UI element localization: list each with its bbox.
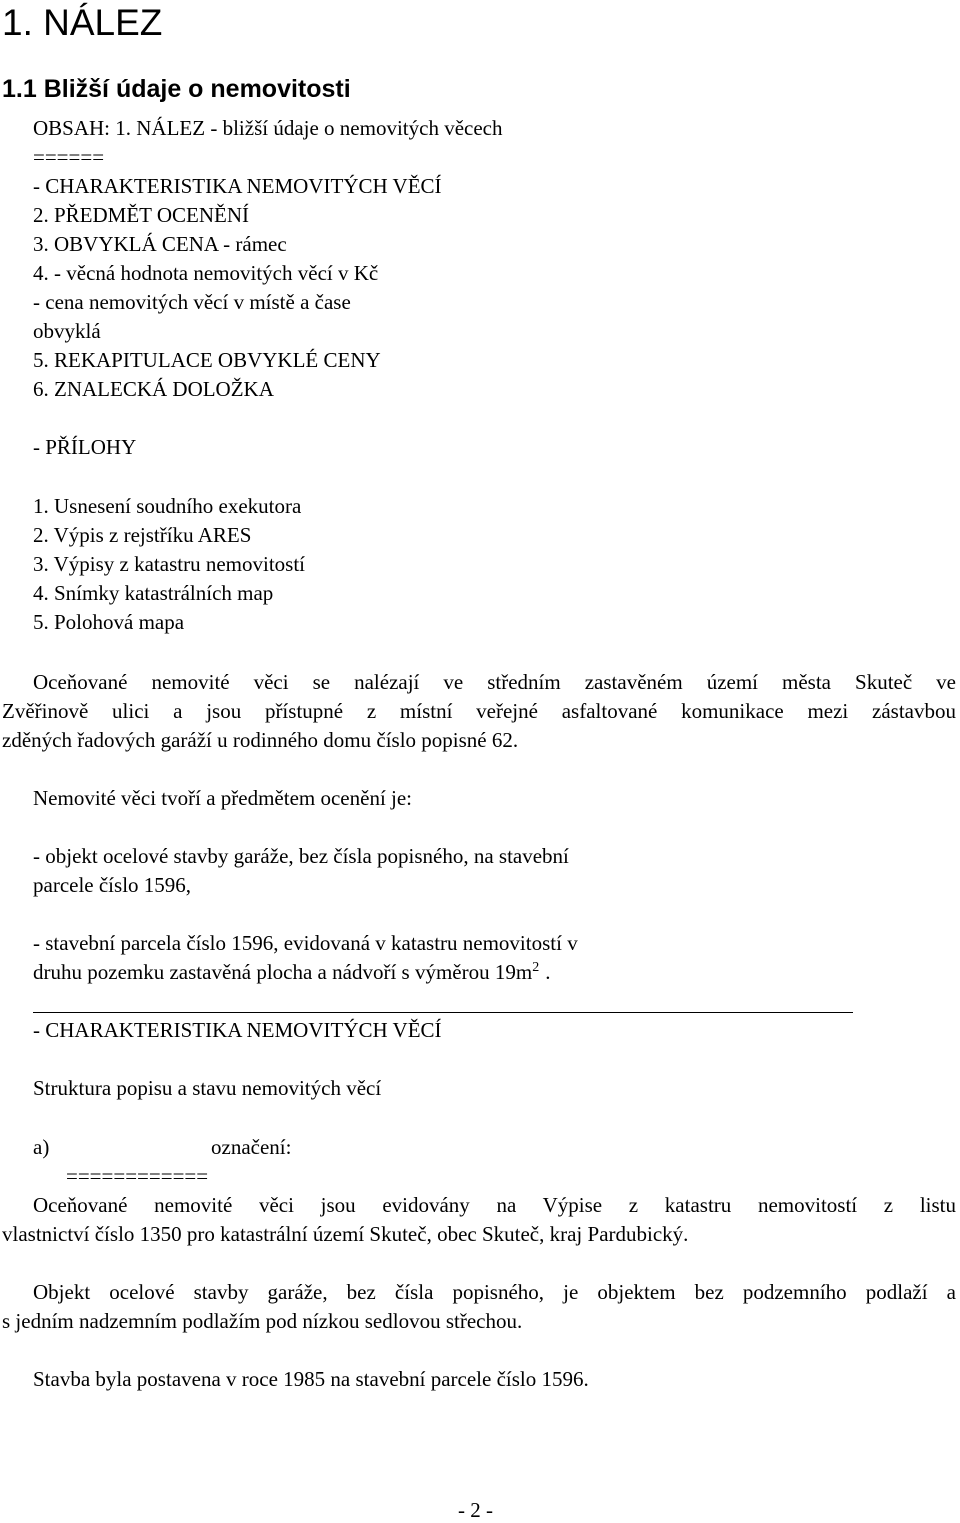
location-paragraph-line: Oceňované nemovité věci se nalézají ve středním zastavěném území města Skuteč ve <box>33 670 956 694</box>
contents-line: - cena nemovitých věcí v místě a čase <box>33 290 351 314</box>
item-a-title: označení: <box>211 1135 292 1159</box>
subject-intro: Nemovité věci tvoří a předmětem ocenění je: <box>33 786 413 810</box>
attachment-item: 4. Snímky katastrálních map <box>33 581 274 605</box>
page-number: - 2 - <box>458 1498 493 1522</box>
characteristics-title: - CHARAKTERISTIKA NEMOVITÝCH VĚCÍ <box>33 1018 442 1042</box>
subject-item: - objekt ocelové stavby garáže, bez čísla popisného, na stavební <box>33 844 569 868</box>
subject-item: parcele číslo 1596, <box>33 873 192 897</box>
location-paragraph-line: zděných řadových garáží u rodinného domu číslo popisné 62. <box>2 728 519 752</box>
registry-paragraph-line: vlastnictví číslo 1350 pro katastrální území Skuteč, obec Skuteč, kraj Pardubický. <box>2 1222 689 1246</box>
contents-line: 3. OBVYKLÁ CENA - rámec <box>33 232 287 256</box>
registry-paragraph-line: Oceňované nemovité věci jsou evidovány na Výpise z katastru nemovitostí z listu <box>33 1193 956 1217</box>
contents-line: obvyklá <box>33 319 101 343</box>
contents-line: 2. PŘEDMĚT OCENĚNÍ <box>33 203 250 227</box>
subject-item <box>33 962 550 983</box>
attachment-item: 5. Polohová mapa <box>33 610 185 634</box>
section-heading: 1.1 Bližší údaje o nemovitosti <box>2 75 351 103</box>
area-exponent: 2 <box>532 960 540 975</box>
object-paragraph-line: s jedním nadzemním podlažím pod nízkou sedlovou střechou. <box>2 1309 523 1333</box>
separator-line <box>33 1012 853 1013</box>
item-a-label: a) <box>33 1135 50 1159</box>
built-paragraph: Stavba byla postavena v roce 1985 na stavební parcele číslo 1596. <box>33 1367 589 1391</box>
item-a-underline: ============ <box>66 1164 209 1188</box>
contents-line: 4. - věcná hodnota nemovitých věcí v Kč <box>33 261 379 285</box>
attachments-title: - PŘÍLOHY <box>33 435 137 459</box>
contents-line: OBSAH: 1. NÁLEZ - bližší údaje o nemovitých věcech <box>33 116 503 140</box>
attachment-item: 1. Usnesení soudního exekutora <box>33 494 302 518</box>
subject-item-text: druhu pozemku zastavěná plocha a nádvoří s výměrou 19m <box>33 960 533 984</box>
attachment-item: 3. Výpisy z katastru nemovitostí <box>33 552 306 576</box>
object-paragraph-line: Objekt ocelové stavby garáže, bez čísla popisného, je objektem bez podzemního podlaží a <box>33 1280 956 1304</box>
subject-item: - stavební parcela číslo 1596, evidovaná v katastru nemovitostí v <box>33 931 578 955</box>
structure-title: Struktura popisu a stavu nemovitých věcí <box>33 1076 382 1100</box>
attachment-item: 2. Výpis z rejstříku ARES <box>33 523 252 547</box>
location-paragraph-line: Zvěřinově ulici a jsou přístupné z místní veřejné asfaltované komunikace mezi zástavbou <box>2 699 956 723</box>
contents-line: 5. REKAPITULACE OBVYKLÉ CENY <box>33 348 381 372</box>
subject-item-period: . <box>545 960 551 984</box>
contents-line: - CHARAKTERISTIKA NEMOVITÝCH VĚCÍ <box>33 174 442 198</box>
contents-line: ====== <box>33 145 105 169</box>
page-heading: 1. NÁLEZ <box>2 2 163 43</box>
contents-line: 6. ZNALECKÁ DOLOŽKA <box>33 377 274 401</box>
